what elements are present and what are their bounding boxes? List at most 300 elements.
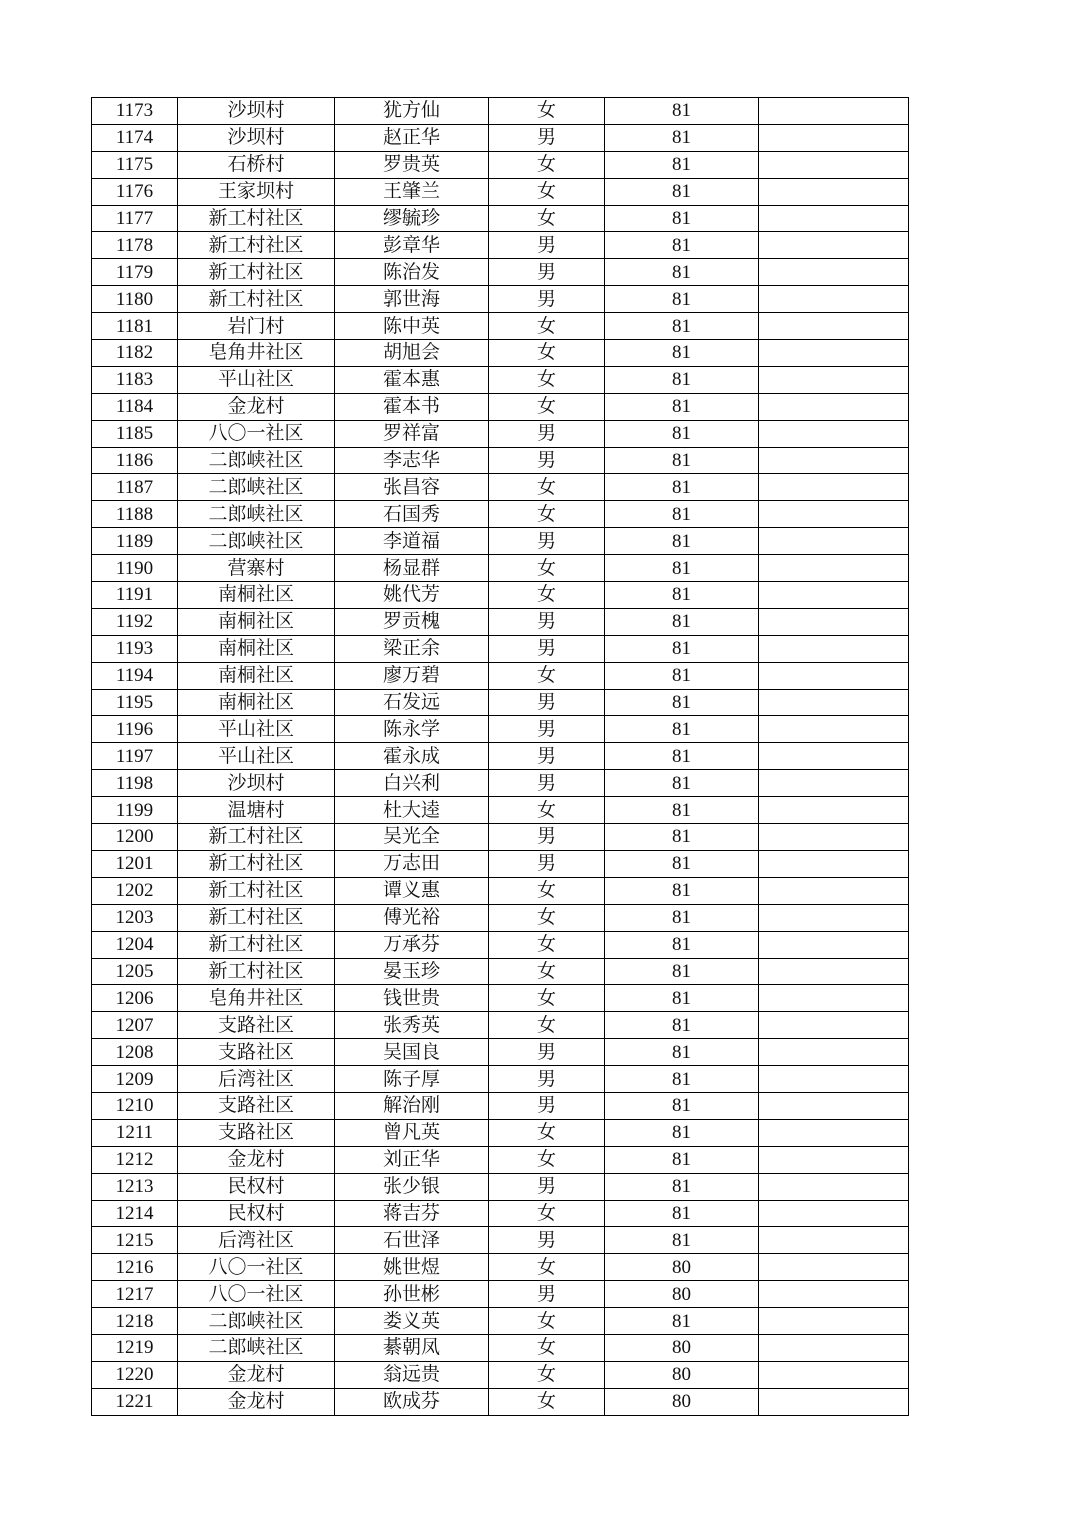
community-cell: 金龙村 [178,1361,335,1388]
table-row [92,1388,909,1415]
gender-cell: 男 [489,1281,605,1308]
gender-cell: 女 [489,985,605,1012]
age-cell: 80 [605,1361,759,1388]
person-name-cell: 吴光全 [335,824,489,851]
age-cell: 81 [605,1308,759,1335]
serial-number-cell: 1192 [92,608,178,635]
serial-number-cell: 1211 [92,1119,178,1146]
person-name-cell: 张昌容 [335,474,489,501]
table-row [92,420,909,447]
remark-cell [759,286,909,313]
roster-table-body [92,98,909,1416]
remark-cell [759,366,909,393]
person-name-cell: 傅光裕 [335,904,489,931]
person-name-cell: 罗贵英 [335,151,489,178]
person-name-cell: 吴国良 [335,1039,489,1066]
serial-number-cell: 1221 [92,1388,178,1415]
age-cell: 81 [605,1066,759,1093]
remark-cell [759,689,909,716]
community-cell: 南桐社区 [178,635,335,662]
person-name-cell: 万志田 [335,850,489,877]
age-cell: 81 [605,797,759,824]
remark-cell [759,501,909,528]
person-name-cell: 陈子厚 [335,1066,489,1093]
gender-cell: 男 [489,1039,605,1066]
serial-number-cell: 1210 [92,1092,178,1119]
remark-cell [759,877,909,904]
serial-number-cell: 1197 [92,743,178,770]
community-cell: 民权村 [178,1173,335,1200]
age-cell: 81 [605,205,759,232]
remark-cell [759,850,909,877]
person-name-cell: 钱世贵 [335,985,489,1012]
gender-cell: 女 [489,1146,605,1173]
age-cell: 81 [605,259,759,286]
age-cell: 81 [605,420,759,447]
age-cell: 81 [605,931,759,958]
person-name-cell: 谭义惠 [335,877,489,904]
person-name-cell: 李志华 [335,447,489,474]
table-row [92,689,909,716]
remark-cell [759,1361,909,1388]
community-cell: 沙坝村 [178,124,335,151]
remark-cell [759,608,909,635]
age-cell: 81 [605,474,759,501]
community-cell: 支路社区 [178,1119,335,1146]
age-cell: 81 [605,178,759,205]
serial-number-cell: 1175 [92,151,178,178]
gender-cell: 男 [489,232,605,259]
gender-cell: 女 [489,205,605,232]
remark-cell [759,1066,909,1093]
serial-number-cell: 1191 [92,582,178,609]
gender-cell: 女 [489,1334,605,1361]
person-name-cell: 万承芬 [335,931,489,958]
remark-cell [759,1281,909,1308]
remark-cell [759,98,909,125]
serial-number-cell: 1186 [92,447,178,474]
community-cell: 后湾社区 [178,1066,335,1093]
age-cell: 81 [605,1200,759,1227]
remark-cell [759,743,909,770]
community-cell: 后湾社区 [178,1227,335,1254]
serial-number-cell: 1176 [92,178,178,205]
age-cell: 81 [605,555,759,582]
remark-cell [759,313,909,340]
table-row [92,1039,909,1066]
person-name-cell: 姚代芳 [335,582,489,609]
community-cell: 二郎峡社区 [178,501,335,528]
person-name-cell: 郭世海 [335,286,489,313]
table-row [92,1281,909,1308]
community-cell: 新工村社区 [178,877,335,904]
person-name-cell: 张秀英 [335,1012,489,1039]
table-row [92,151,909,178]
community-cell: 平山社区 [178,743,335,770]
community-cell: 二郎峡社区 [178,1334,335,1361]
community-cell: 平山社区 [178,366,335,393]
remark-cell [759,716,909,743]
age-cell: 81 [605,286,759,313]
table-row [92,582,909,609]
age-cell: 81 [605,635,759,662]
gender-cell: 男 [489,447,605,474]
table-row [92,635,909,662]
age-cell: 81 [605,151,759,178]
person-name-cell: 娄义英 [335,1308,489,1335]
serial-number-cell: 1180 [92,286,178,313]
person-name-cell: 犹方仙 [335,98,489,125]
age-cell: 81 [605,313,759,340]
table-row [92,1066,909,1093]
person-name-cell: 陈治发 [335,259,489,286]
person-name-cell: 廖万碧 [335,662,489,689]
gender-cell: 女 [489,340,605,367]
serial-number-cell: 1203 [92,904,178,931]
table-row [92,555,909,582]
serial-number-cell: 1213 [92,1173,178,1200]
serial-number-cell: 1190 [92,555,178,582]
gender-cell: 女 [489,501,605,528]
table-row [92,1254,909,1281]
community-cell: 新工村社区 [178,232,335,259]
serial-number-cell: 1181 [92,313,178,340]
age-cell: 81 [605,582,759,609]
gender-cell: 女 [489,904,605,931]
remark-cell [759,1092,909,1119]
serial-number-cell: 1183 [92,366,178,393]
age-cell: 81 [605,770,759,797]
gender-cell: 女 [489,1254,605,1281]
remark-cell [759,1388,909,1415]
age-cell: 81 [605,689,759,716]
table-row [92,98,909,125]
table-row [92,877,909,904]
serial-number-cell: 1209 [92,1066,178,1093]
person-name-cell: 霍本惠 [335,366,489,393]
gender-cell: 男 [489,1227,605,1254]
table-row [92,1308,909,1335]
age-cell: 81 [605,1227,759,1254]
remark-cell [759,582,909,609]
serial-number-cell: 1204 [92,931,178,958]
age-cell: 81 [605,958,759,985]
community-cell: 八〇一社区 [178,420,335,447]
remark-cell [759,985,909,1012]
remark-cell [759,824,909,851]
age-cell: 81 [605,662,759,689]
remark-cell [759,1200,909,1227]
person-name-cell: 梁正余 [335,635,489,662]
community-cell: 营寨村 [178,555,335,582]
gender-cell: 女 [489,1200,605,1227]
person-name-cell: 杜大逵 [335,797,489,824]
community-cell: 新工村社区 [178,850,335,877]
remark-cell [759,1334,909,1361]
remark-cell [759,797,909,824]
community-cell: 温塘村 [178,797,335,824]
remark-cell [759,1173,909,1200]
age-cell: 81 [605,1092,759,1119]
gender-cell: 男 [489,124,605,151]
gender-cell: 男 [489,286,605,313]
serial-number-cell: 1202 [92,877,178,904]
table-row [92,985,909,1012]
table-row [92,1361,909,1388]
table-row [92,528,909,555]
table-row [92,1012,909,1039]
gender-cell: 女 [489,366,605,393]
table-row [92,904,909,931]
remark-cell [759,770,909,797]
person-name-cell: 赵正华 [335,124,489,151]
community-cell: 新工村社区 [178,931,335,958]
age-cell: 81 [605,850,759,877]
table-row [92,178,909,205]
age-cell: 81 [605,98,759,125]
table-row [92,1146,909,1173]
table-row [92,259,909,286]
person-name-cell: 霍永成 [335,743,489,770]
person-name-cell: 霍本书 [335,393,489,420]
person-name-cell: 胡旭会 [335,340,489,367]
serial-number-cell: 1189 [92,528,178,555]
community-cell: 南桐社区 [178,608,335,635]
age-cell: 81 [605,985,759,1012]
age-cell: 81 [605,1173,759,1200]
remark-cell [759,555,909,582]
gender-cell: 男 [489,824,605,851]
serial-number-cell: 1174 [92,124,178,151]
gender-cell: 女 [489,1361,605,1388]
gender-cell: 女 [489,877,605,904]
person-name-cell: 杨显群 [335,555,489,582]
age-cell: 80 [605,1254,759,1281]
age-cell: 80 [605,1388,759,1415]
age-cell: 81 [605,393,759,420]
age-cell: 81 [605,1146,759,1173]
gender-cell: 女 [489,958,605,985]
community-cell: 二郎峡社区 [178,528,335,555]
gender-cell: 男 [489,635,605,662]
serial-number-cell: 1216 [92,1254,178,1281]
table-row [92,824,909,851]
age-cell: 80 [605,1281,759,1308]
community-cell: 八〇一社区 [178,1281,335,1308]
table-row [92,313,909,340]
serial-number-cell: 1206 [92,985,178,1012]
remark-cell [759,528,909,555]
gender-cell: 女 [489,98,605,125]
table-row [92,366,909,393]
table-row [92,474,909,501]
remark-cell [759,931,909,958]
person-name-cell: 罗祥富 [335,420,489,447]
serial-number-cell: 1188 [92,501,178,528]
gender-cell: 男 [489,420,605,447]
table-row [92,232,909,259]
remark-cell [759,474,909,501]
age-cell: 81 [605,340,759,367]
remark-cell [759,232,909,259]
community-cell: 南桐社区 [178,689,335,716]
table-row [92,1173,909,1200]
serial-number-cell: 1214 [92,1200,178,1227]
person-name-cell: 石国秀 [335,501,489,528]
remark-cell [759,1227,909,1254]
community-cell: 平山社区 [178,716,335,743]
remark-cell [759,635,909,662]
age-cell: 81 [605,1119,759,1146]
gender-cell: 女 [489,178,605,205]
age-cell: 81 [605,366,759,393]
community-cell: 沙坝村 [178,770,335,797]
gender-cell: 女 [489,931,605,958]
remark-cell [759,205,909,232]
person-name-cell: 李道福 [335,528,489,555]
community-cell: 二郎峡社区 [178,1308,335,1335]
gender-cell: 女 [489,797,605,824]
table-row [92,1227,909,1254]
remark-cell [759,1039,909,1066]
community-cell: 王家坝村 [178,178,335,205]
community-cell: 皂角井社区 [178,985,335,1012]
serial-number-cell: 1200 [92,824,178,851]
person-name-cell: 罗贡槐 [335,608,489,635]
community-cell: 新工村社区 [178,286,335,313]
community-cell: 金龙村 [178,393,335,420]
serial-number-cell: 1177 [92,205,178,232]
community-cell: 支路社区 [178,1092,335,1119]
age-cell: 81 [605,528,759,555]
table-row [92,340,909,367]
community-cell: 南桐社区 [178,662,335,689]
gender-cell: 男 [489,1092,605,1119]
age-cell: 81 [605,716,759,743]
community-cell: 二郎峡社区 [178,447,335,474]
gender-cell: 女 [489,1388,605,1415]
remark-cell [759,904,909,931]
gender-cell: 男 [489,608,605,635]
person-name-cell: 刘正华 [335,1146,489,1173]
age-cell: 81 [605,824,759,851]
roster-table [91,97,909,1416]
person-name-cell: 晏玉珍 [335,958,489,985]
serial-number-cell: 1212 [92,1146,178,1173]
community-cell: 石桥村 [178,151,335,178]
person-name-cell: 陈中英 [335,313,489,340]
gender-cell: 女 [489,1119,605,1146]
person-name-cell: 白兴利 [335,770,489,797]
community-cell: 新工村社区 [178,259,335,286]
person-name-cell: 石发远 [335,689,489,716]
remark-cell [759,420,909,447]
community-cell: 新工村社区 [178,824,335,851]
person-name-cell: 张少银 [335,1173,489,1200]
community-cell: 二郎峡社区 [178,474,335,501]
remark-cell [759,1119,909,1146]
table-row [92,770,909,797]
serial-number-cell: 1173 [92,98,178,125]
age-cell: 81 [605,447,759,474]
gender-cell: 男 [489,716,605,743]
community-cell: 皂角井社区 [178,340,335,367]
age-cell: 81 [605,232,759,259]
serial-number-cell: 1220 [92,1361,178,1388]
community-cell: 支路社区 [178,1039,335,1066]
community-cell: 南桐社区 [178,582,335,609]
serial-number-cell: 1199 [92,797,178,824]
community-cell: 金龙村 [178,1388,335,1415]
table-row [92,447,909,474]
serial-number-cell: 1207 [92,1012,178,1039]
community-cell: 新工村社区 [178,958,335,985]
remark-cell [759,662,909,689]
age-cell: 81 [605,1039,759,1066]
serial-number-cell: 1196 [92,716,178,743]
remark-cell [759,151,909,178]
person-name-cell: 蒋吉芬 [335,1200,489,1227]
person-name-cell: 孙世彬 [335,1281,489,1308]
age-cell: 81 [605,877,759,904]
serial-number-cell: 1198 [92,770,178,797]
table-row [92,931,909,958]
person-name-cell: 曾凡英 [335,1119,489,1146]
table-row [92,850,909,877]
age-cell: 81 [605,608,759,635]
remark-cell [759,259,909,286]
community-cell: 新工村社区 [178,904,335,931]
gender-cell: 女 [489,555,605,582]
table-row [92,1092,909,1119]
gender-cell: 男 [489,259,605,286]
serial-number-cell: 1215 [92,1227,178,1254]
serial-number-cell: 1184 [92,393,178,420]
serial-number-cell: 1193 [92,635,178,662]
gender-cell: 女 [489,393,605,420]
person-name-cell: 翁远贵 [335,1361,489,1388]
remark-cell [759,1254,909,1281]
gender-cell: 女 [489,313,605,340]
community-cell: 八〇一社区 [178,1254,335,1281]
serial-number-cell: 1205 [92,958,178,985]
table-row [92,1200,909,1227]
age-cell: 81 [605,743,759,770]
person-name-cell: 缪毓珍 [335,205,489,232]
community-cell: 金龙村 [178,1146,335,1173]
remark-cell [759,340,909,367]
gender-cell: 男 [489,850,605,877]
person-name-cell: 欧成芬 [335,1388,489,1415]
table-row [92,393,909,420]
remark-cell [759,124,909,151]
table-row [92,124,909,151]
serial-number-cell: 1178 [92,232,178,259]
table-row [92,662,909,689]
gender-cell: 男 [489,689,605,716]
person-name-cell: 陈永学 [335,716,489,743]
gender-cell: 女 [489,1012,605,1039]
gender-cell: 女 [489,474,605,501]
community-cell: 民权村 [178,1200,335,1227]
person-name-cell: 姚世煜 [335,1254,489,1281]
table-row [92,501,909,528]
table-row [92,1334,909,1361]
table-row [92,743,909,770]
person-name-cell: 王肇兰 [335,178,489,205]
gender-cell: 女 [489,662,605,689]
serial-number-cell: 1182 [92,340,178,367]
